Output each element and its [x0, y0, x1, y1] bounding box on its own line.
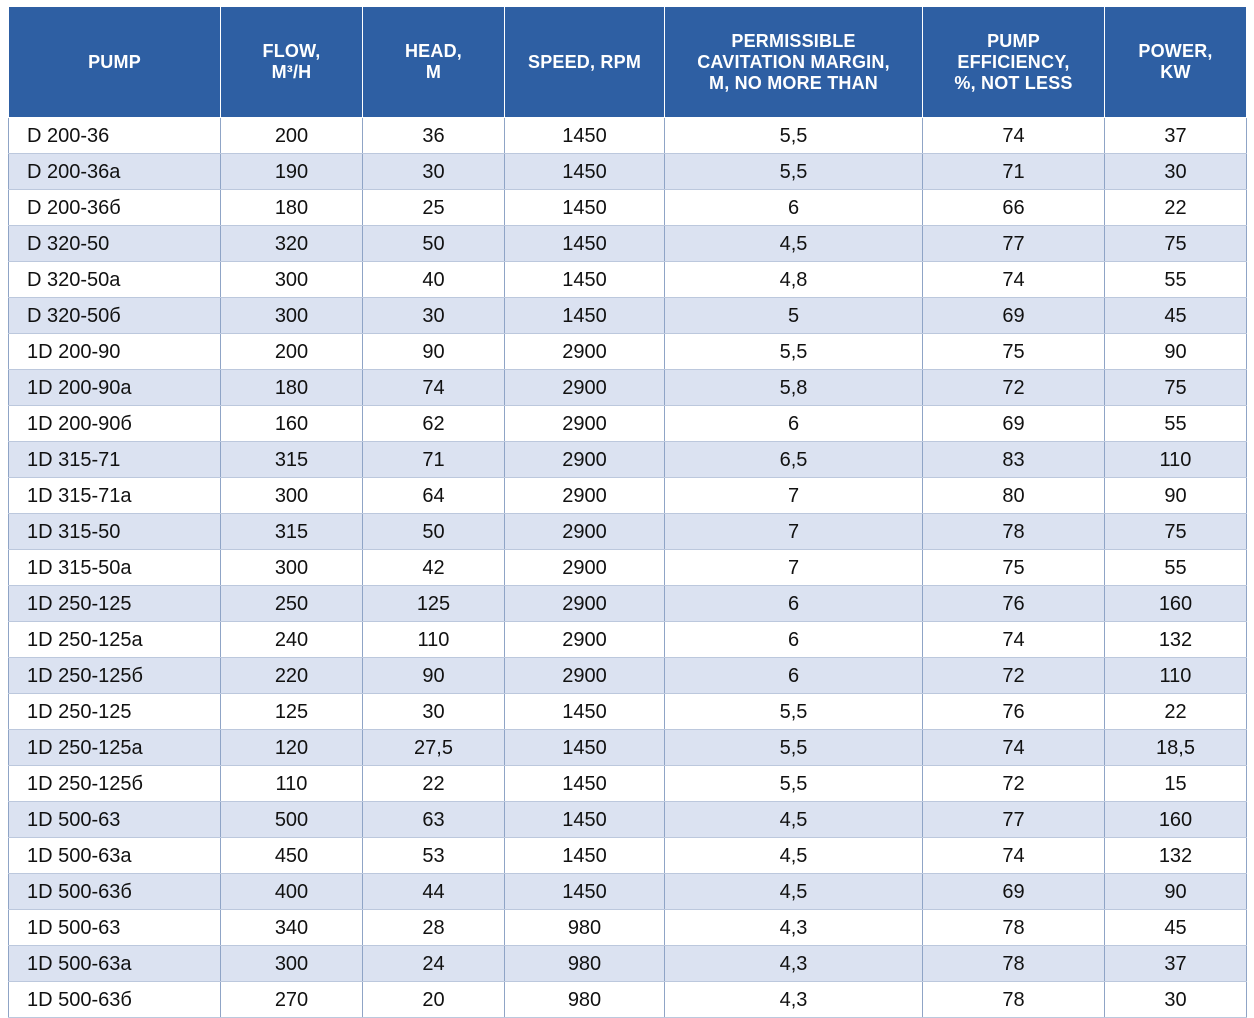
cell-cavitation-margin: 5,5	[665, 694, 923, 730]
cell-cavitation-margin: 6	[665, 658, 923, 694]
cell-speed: 1450	[505, 694, 665, 730]
cell-power: 132	[1105, 838, 1247, 874]
cell-head: 28	[363, 910, 505, 946]
cell-pump: 1D 250-125	[9, 694, 221, 730]
cell-head: 30	[363, 154, 505, 190]
cell-power: 30	[1105, 982, 1247, 1018]
cell-flow: 300	[221, 298, 363, 334]
cell-flow: 240	[221, 622, 363, 658]
cell-power: 90	[1105, 334, 1247, 370]
table-row	[9, 334, 1247, 370]
table-row	[9, 262, 1247, 298]
cell-flow: 200	[221, 334, 363, 370]
table-row	[9, 298, 1247, 334]
cell-cavitation-margin: 7	[665, 478, 923, 514]
table-row	[9, 406, 1247, 442]
cell-power: 37	[1105, 946, 1247, 982]
column-header-pump	[9, 7, 221, 118]
cell-pump: D 200-36	[9, 118, 221, 154]
cell-head: 71	[363, 442, 505, 478]
cell-efficiency: 80	[923, 478, 1105, 514]
cell-power: 75	[1105, 514, 1247, 550]
cell-head: 20	[363, 982, 505, 1018]
cell-speed: 2900	[505, 478, 665, 514]
cell-flow: 300	[221, 478, 363, 514]
cell-cavitation-margin: 5,5	[665, 766, 923, 802]
cell-speed: 2900	[505, 406, 665, 442]
cell-speed: 1450	[505, 154, 665, 190]
cell-pump: 1D 200-90а	[9, 370, 221, 406]
cell-cavitation-margin: 5	[665, 298, 923, 334]
cell-power: 75	[1105, 226, 1247, 262]
cell-pump: 1D 500-63б	[9, 874, 221, 910]
cell-cavitation-margin: 4,8	[665, 262, 923, 298]
cell-head: 63	[363, 802, 505, 838]
cell-cavitation-margin: 5,8	[665, 370, 923, 406]
cell-power: 110	[1105, 442, 1247, 478]
cell-head: 50	[363, 514, 505, 550]
cell-efficiency: 71	[923, 154, 1105, 190]
cell-efficiency: 74	[923, 262, 1105, 298]
column-header-head-line-1: HEAD,	[404, 41, 462, 61]
cell-power: 37	[1105, 118, 1247, 154]
cell-efficiency: 66	[923, 190, 1105, 226]
cell-flow: 500	[221, 802, 363, 838]
cell-cavitation-margin: 6	[665, 190, 923, 226]
cell-pump: 1D 250-125	[9, 586, 221, 622]
cell-head: 22	[363, 766, 505, 802]
cell-power: 90	[1105, 874, 1247, 910]
column-header-cavitation-line-2: CAVITATION MARGIN,	[697, 51, 890, 72]
cell-pump: D 200-36а	[9, 154, 221, 190]
cell-flow: 300	[221, 550, 363, 586]
column-header-power-line-1: POWER,	[1138, 41, 1213, 61]
cell-flow: 200	[221, 118, 363, 154]
cell-speed: 1450	[505, 298, 665, 334]
cell-cavitation-margin: 6	[665, 586, 923, 622]
cell-cavitation-margin: 7	[665, 550, 923, 586]
cell-pump: 1D 200-90б	[9, 406, 221, 442]
table-row	[9, 370, 1247, 406]
cell-power: 160	[1105, 586, 1247, 622]
cell-flow: 125	[221, 694, 363, 730]
cell-power: 15	[1105, 766, 1247, 802]
cell-pump: 1D 315-71а	[9, 478, 221, 514]
cell-pump: 1D 250-125б	[9, 766, 221, 802]
column-header-power	[1105, 7, 1247, 118]
column-header-flow-line-2: M³/H	[271, 62, 312, 82]
cell-flow: 315	[221, 442, 363, 478]
cell-power: 22	[1105, 694, 1247, 730]
cell-pump: D 200-36б	[9, 190, 221, 226]
column-header-cavitation-margin	[665, 7, 923, 118]
cell-cavitation-margin: 4,5	[665, 802, 923, 838]
cell-flow: 250	[221, 586, 363, 622]
table-row	[9, 910, 1247, 946]
cell-speed: 2900	[505, 334, 665, 370]
cell-flow: 160	[221, 406, 363, 442]
cell-head: 24	[363, 946, 505, 982]
cell-speed: 2900	[505, 586, 665, 622]
cell-cavitation-margin: 4,3	[665, 910, 923, 946]
cell-efficiency: 78	[923, 982, 1105, 1018]
cell-pump: 1D 500-63	[9, 910, 221, 946]
cell-efficiency: 74	[923, 838, 1105, 874]
cell-speed: 2900	[505, 550, 665, 586]
cell-pump: 1D 315-50а	[9, 550, 221, 586]
cell-cavitation-margin: 4,5	[665, 226, 923, 262]
cell-efficiency: 69	[923, 874, 1105, 910]
cell-speed: 2900	[505, 622, 665, 658]
cell-head: 30	[363, 694, 505, 730]
column-header-cavitation-line-3: M, NO MORE THAN	[709, 72, 878, 93]
column-header-speed-line-1: SPEED, RPM	[527, 51, 642, 72]
cell-power: 160	[1105, 802, 1247, 838]
cell-efficiency: 78	[923, 910, 1105, 946]
cell-flow: 300	[221, 946, 363, 982]
cell-pump: 1D 500-63	[9, 802, 221, 838]
cell-head: 50	[363, 226, 505, 262]
column-header-flow	[221, 7, 363, 118]
cell-speed: 1450	[505, 874, 665, 910]
cell-pump: D 320-50а	[9, 262, 221, 298]
cell-efficiency: 78	[923, 946, 1105, 982]
cell-power: 75	[1105, 370, 1247, 406]
cell-pump: 1D 500-63б	[9, 982, 221, 1018]
cell-power: 110	[1105, 658, 1247, 694]
column-header-head-line-2: M	[425, 62, 442, 82]
cell-flow: 180	[221, 370, 363, 406]
cell-efficiency: 74	[923, 118, 1105, 154]
column-header-efficiency-line-3: %, NOT LESS	[954, 72, 1073, 93]
cell-efficiency: 83	[923, 442, 1105, 478]
table-row	[9, 694, 1247, 730]
cell-speed: 1450	[505, 838, 665, 874]
cell-head: 110	[363, 622, 505, 658]
cell-pump: 1D 250-125а	[9, 730, 221, 766]
cell-speed: 1450	[505, 190, 665, 226]
cell-speed: 980	[505, 910, 665, 946]
cell-power: 90	[1105, 478, 1247, 514]
table-row	[9, 442, 1247, 478]
table-row	[9, 802, 1247, 838]
cell-flow: 120	[221, 730, 363, 766]
cell-cavitation-margin: 6	[665, 406, 923, 442]
cell-pump: 1D 315-71	[9, 442, 221, 478]
column-header-flow-line-1: FLOW,	[262, 41, 321, 61]
pump-specifications-table	[8, 6, 1247, 1018]
cell-speed: 2900	[505, 370, 665, 406]
column-header-efficiency-line-2: EFFICIENCY,	[957, 51, 1070, 72]
cell-efficiency: 75	[923, 334, 1105, 370]
cell-efficiency: 77	[923, 226, 1105, 262]
cell-pump: 1D 200-90	[9, 334, 221, 370]
cell-power: 55	[1105, 550, 1247, 586]
cell-speed: 1450	[505, 226, 665, 262]
table-row	[9, 946, 1247, 982]
cell-head: 125	[363, 586, 505, 622]
cell-efficiency: 72	[923, 766, 1105, 802]
cell-head: 27,5	[363, 730, 505, 766]
cell-power: 30	[1105, 154, 1247, 190]
cell-efficiency: 78	[923, 514, 1105, 550]
cell-power: 45	[1105, 298, 1247, 334]
cell-efficiency: 72	[923, 658, 1105, 694]
cell-cavitation-margin: 7	[665, 514, 923, 550]
cell-head: 36	[363, 118, 505, 154]
table-row	[9, 154, 1247, 190]
cell-speed: 2900	[505, 442, 665, 478]
cell-flow: 450	[221, 838, 363, 874]
cell-speed: 2900	[505, 514, 665, 550]
column-header-speed	[505, 7, 665, 118]
table-row	[9, 550, 1247, 586]
cell-flow: 220	[221, 658, 363, 694]
cell-speed: 1450	[505, 730, 665, 766]
cell-head: 62	[363, 406, 505, 442]
cell-flow: 270	[221, 982, 363, 1018]
table-row	[9, 514, 1247, 550]
cell-speed: 2900	[505, 658, 665, 694]
cell-cavitation-margin: 5,5	[665, 154, 923, 190]
cell-power: 55	[1105, 406, 1247, 442]
cell-head: 44	[363, 874, 505, 910]
cell-cavitation-margin: 4,5	[665, 874, 923, 910]
cell-power: 55	[1105, 262, 1247, 298]
cell-cavitation-margin: 5,5	[665, 334, 923, 370]
cell-speed: 1450	[505, 262, 665, 298]
cell-efficiency: 69	[923, 298, 1105, 334]
table-row	[9, 874, 1247, 910]
cell-cavitation-margin: 6	[665, 622, 923, 658]
cell-power: 18,5	[1105, 730, 1247, 766]
cell-efficiency: 74	[923, 622, 1105, 658]
cell-efficiency: 74	[923, 730, 1105, 766]
cell-pump: D 320-50	[9, 226, 221, 262]
cell-pump: 1D 250-125б	[9, 658, 221, 694]
table-body	[9, 118, 1247, 1018]
table-row	[9, 226, 1247, 262]
cell-pump: 1D 315-50	[9, 514, 221, 550]
cell-pump: D 320-50б	[9, 298, 221, 334]
table-row	[9, 622, 1247, 658]
cell-cavitation-margin: 4,5	[665, 838, 923, 874]
cell-head: 30	[363, 298, 505, 334]
cell-head: 90	[363, 658, 505, 694]
table-row	[9, 730, 1247, 766]
cell-head: 90	[363, 334, 505, 370]
table-row	[9, 190, 1247, 226]
cell-flow: 190	[221, 154, 363, 190]
cell-efficiency: 77	[923, 802, 1105, 838]
cell-head: 74	[363, 370, 505, 406]
cell-head: 53	[363, 838, 505, 874]
table-header-row	[9, 7, 1247, 118]
cell-efficiency: 69	[923, 406, 1105, 442]
column-header-efficiency-line-1: PUMP	[987, 30, 1040, 51]
cell-pump: 1D 500-63а	[9, 946, 221, 982]
cell-power: 45	[1105, 910, 1247, 946]
table-row	[9, 478, 1247, 514]
cell-power: 132	[1105, 622, 1247, 658]
table-row	[9, 766, 1247, 802]
column-header-head	[363, 7, 505, 118]
cell-flow: 300	[221, 262, 363, 298]
cell-cavitation-margin: 5,5	[665, 118, 923, 154]
cell-flow: 400	[221, 874, 363, 910]
table-row	[9, 118, 1247, 154]
cell-pump: 1D 250-125а	[9, 622, 221, 658]
column-header-efficiency	[923, 7, 1105, 118]
cell-cavitation-margin: 6,5	[665, 442, 923, 478]
cell-flow: 315	[221, 514, 363, 550]
cell-speed: 980	[505, 946, 665, 982]
table-header	[9, 7, 1247, 118]
cell-speed: 1450	[505, 766, 665, 802]
table-row	[9, 658, 1247, 694]
cell-efficiency: 75	[923, 550, 1105, 586]
column-header-pump-line-1: PUMP	[88, 51, 141, 72]
cell-head: 64	[363, 478, 505, 514]
column-header-cavitation-line-1: PERMISSIBLE	[731, 30, 856, 51]
cell-flow: 180	[221, 190, 363, 226]
cell-efficiency: 76	[923, 586, 1105, 622]
cell-speed: 980	[505, 982, 665, 1018]
column-header-power-line-2: KW	[1160, 62, 1191, 82]
cell-efficiency: 76	[923, 694, 1105, 730]
cell-speed: 1450	[505, 118, 665, 154]
table-row	[9, 838, 1247, 874]
cell-flow: 110	[221, 766, 363, 802]
cell-cavitation-margin: 5,5	[665, 730, 923, 766]
cell-efficiency: 72	[923, 370, 1105, 406]
cell-head: 25	[363, 190, 505, 226]
cell-head: 42	[363, 550, 505, 586]
cell-speed: 1450	[505, 802, 665, 838]
cell-flow: 320	[221, 226, 363, 262]
table-row	[9, 586, 1247, 622]
cell-flow: 340	[221, 910, 363, 946]
cell-head: 40	[363, 262, 505, 298]
cell-pump: 1D 500-63а	[9, 838, 221, 874]
cell-cavitation-margin: 4,3	[665, 946, 923, 982]
cell-cavitation-margin: 4,3	[665, 982, 923, 1018]
cell-power: 22	[1105, 190, 1247, 226]
